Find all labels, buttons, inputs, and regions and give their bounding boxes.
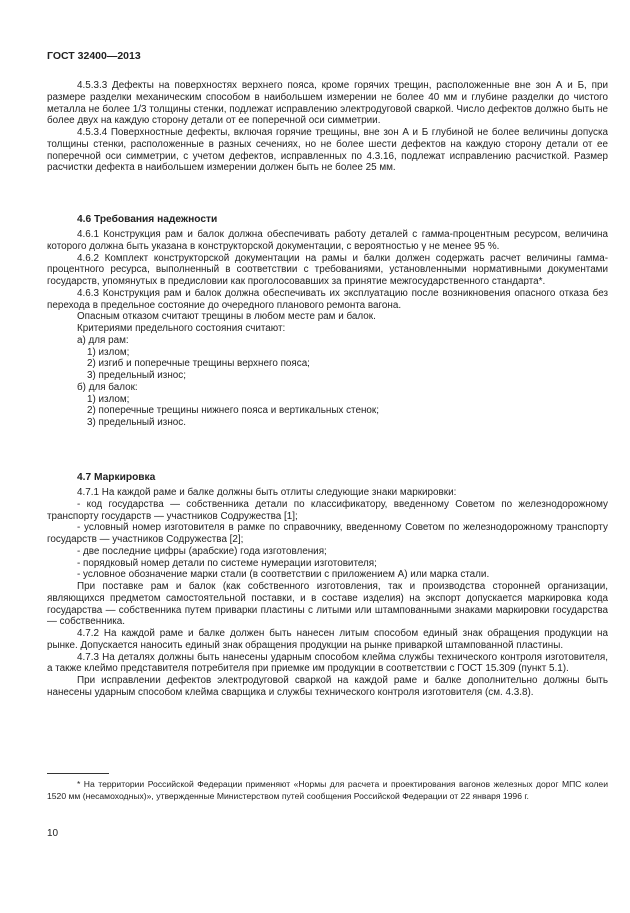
footnote-text: * На территории Российской Федерации применяют «Нормы для расчета и проектирования вагонов железных дорог МПС колеи 1520 мм (несамоходных)», утвержденные Министерством путей сообщения Российской Федерации от 22 января 1996 г. bbox=[47, 779, 608, 801]
list-item: - условный номер изготовителя в рамке по справочнику, введенному Советом по железнодорожному транспорту государств — участников Содружества [2]; bbox=[47, 522, 608, 545]
paragraph-4-7-2: 4.7.2 На каждой раме и балке должен быть нанесен литым способом единый знак обращения продукции на рынке. Допускается наносить единый знак обращения продукции на рынке приваркой штампованной пластины. bbox=[47, 628, 608, 651]
list-item: - условное обозначение марки стали (в соответствии с приложением А) или марка стали. bbox=[77, 569, 490, 581]
page-number: 10 bbox=[47, 828, 59, 839]
list-item: - порядковый номер детали по системе нумерации изготовителя; bbox=[77, 557, 377, 569]
section-heading: 4.7 Маркировка bbox=[77, 472, 156, 483]
list-item: 3) предельный износ. bbox=[87, 417, 186, 428]
paragraph: При исправлении дефектов электродуговой сваркой на каждой раме и балке дополнительно должны быть нанесены ударным способом клейма сварщика и службы технического контроля изготовителя (см. 4.3.8). bbox=[47, 675, 608, 698]
section-4-6 bbox=[47, 214, 608, 429]
section-4-7 bbox=[47, 472, 608, 699]
paragraph-4-6-3: 4.6.3 Конструкция рам и балок должна обеспечивать их эксплуатацию после возникновения опасного отказа без перехода в предельное состояние до очередного планового ремонта вагона. bbox=[47, 287, 608, 311]
list-label: а) для рам: bbox=[77, 334, 129, 346]
paragraph-4-5-3-4: 4.5.3.4 Поверхностные дефекты, включая горячие трещины, вне зон А и Б глубиной не более величины допуска толщины стенки, расположенные в разных сечениях, но не более шести дефектов на каждую сторону детали от ее поперечной оси симметрии, с учетом дефектов, исправленных по 4.3.16, подлежат исправлению расчисткой. Размер расчистки дефекта в наибольшем измерении должен быть не более 25 мм. bbox=[47, 127, 608, 174]
list-item: - две последние цифры (арабские) года изготовления; bbox=[77, 545, 327, 557]
paragraph-4-7-1: 4.7.1 На каждой раме и балке должны быть отлиты следующие знаки маркировки: bbox=[77, 487, 457, 498]
paragraph-4-7-3: 4.7.3 На деталях должны быть нанесены ударным способом клейма службы технического контроля изготовителя, а также клеймо представителя потребителя при приемке им продукции в соответствии с ГОСТ 15.309 (пункт 5.1). bbox=[47, 651, 608, 675]
footnote-divider bbox=[47, 773, 109, 774]
paragraph-4-5-3-3: 4.5.3.3 Дефекты на поверхностях верхнего пояса, кроме горячих трещин, расположенные вне зон А и Б, при размере разделки механическим способом в наибольшем измерении не более 40 мм и глубине разделки до чистого металла не более 1/3 толщины стенки, подлежат исправлению электродуговой сваркой. Число дефектов должно быть не более двух на каждую сторону детали от ее поперечной оси симметрии. bbox=[47, 80, 608, 127]
section-heading: 4.6 Требования надежности bbox=[77, 214, 218, 225]
paragraph-4-6-1: 4.6.1 Конструкция рам и балок должна обеспечивать работу деталей с гамма-процентным ресурсом, величина которого должна быть указана в конструкторской документации, с вероятностью γ не менее 95 %. bbox=[47, 229, 608, 252]
list-item: 1) излом; bbox=[87, 393, 130, 405]
text-line: Критериями предельного состояния считают: bbox=[77, 323, 286, 334]
footnote bbox=[47, 779, 608, 802]
paragraph-4-6-2: 4.6.2 Комплект конструкторской документации на рамы и балки должен содержать расчет величины гамма-процентного ресурса, выполненный в соответствии с требованиями, установленными нормативными документами государств, упомянутых в предисловии как проголосовавших за принятие межгосударственного стандарта*. bbox=[47, 252, 608, 287]
section-4-5-3 bbox=[47, 80, 608, 174]
list-item: - код государства — собственника детали по классификатору, введенному Советом по железнодорожному транспорту государств — участников Содружества [1]; bbox=[47, 498, 608, 522]
document-header: ГОСТ 32400—2013 bbox=[47, 50, 141, 62]
list-item: 1) излом; bbox=[87, 346, 130, 358]
list-label: б) для балок: bbox=[77, 381, 138, 393]
list-item: 3) предельный износ; bbox=[87, 370, 186, 381]
list-item: 2) изгиб и поперечные трещины верхнего пояса; bbox=[87, 358, 310, 370]
text-line: Опасным отказом считают трещины в любом месте рам и балок. bbox=[77, 311, 376, 323]
paragraph: При поставке рам и балок (как собственного изготовления, так и производства сторонней организации, являющихся предметом самостоятельной поставки, и в составе изделия) на экспорт допускается маркировка кода государства — собственника путем приварки пластины с литыми или штампованными знаками маркировки государства — собственника. bbox=[47, 581, 608, 628]
list-item: 2) поперечные трещины нижнего пояса и вертикальных стенок; bbox=[87, 405, 379, 417]
